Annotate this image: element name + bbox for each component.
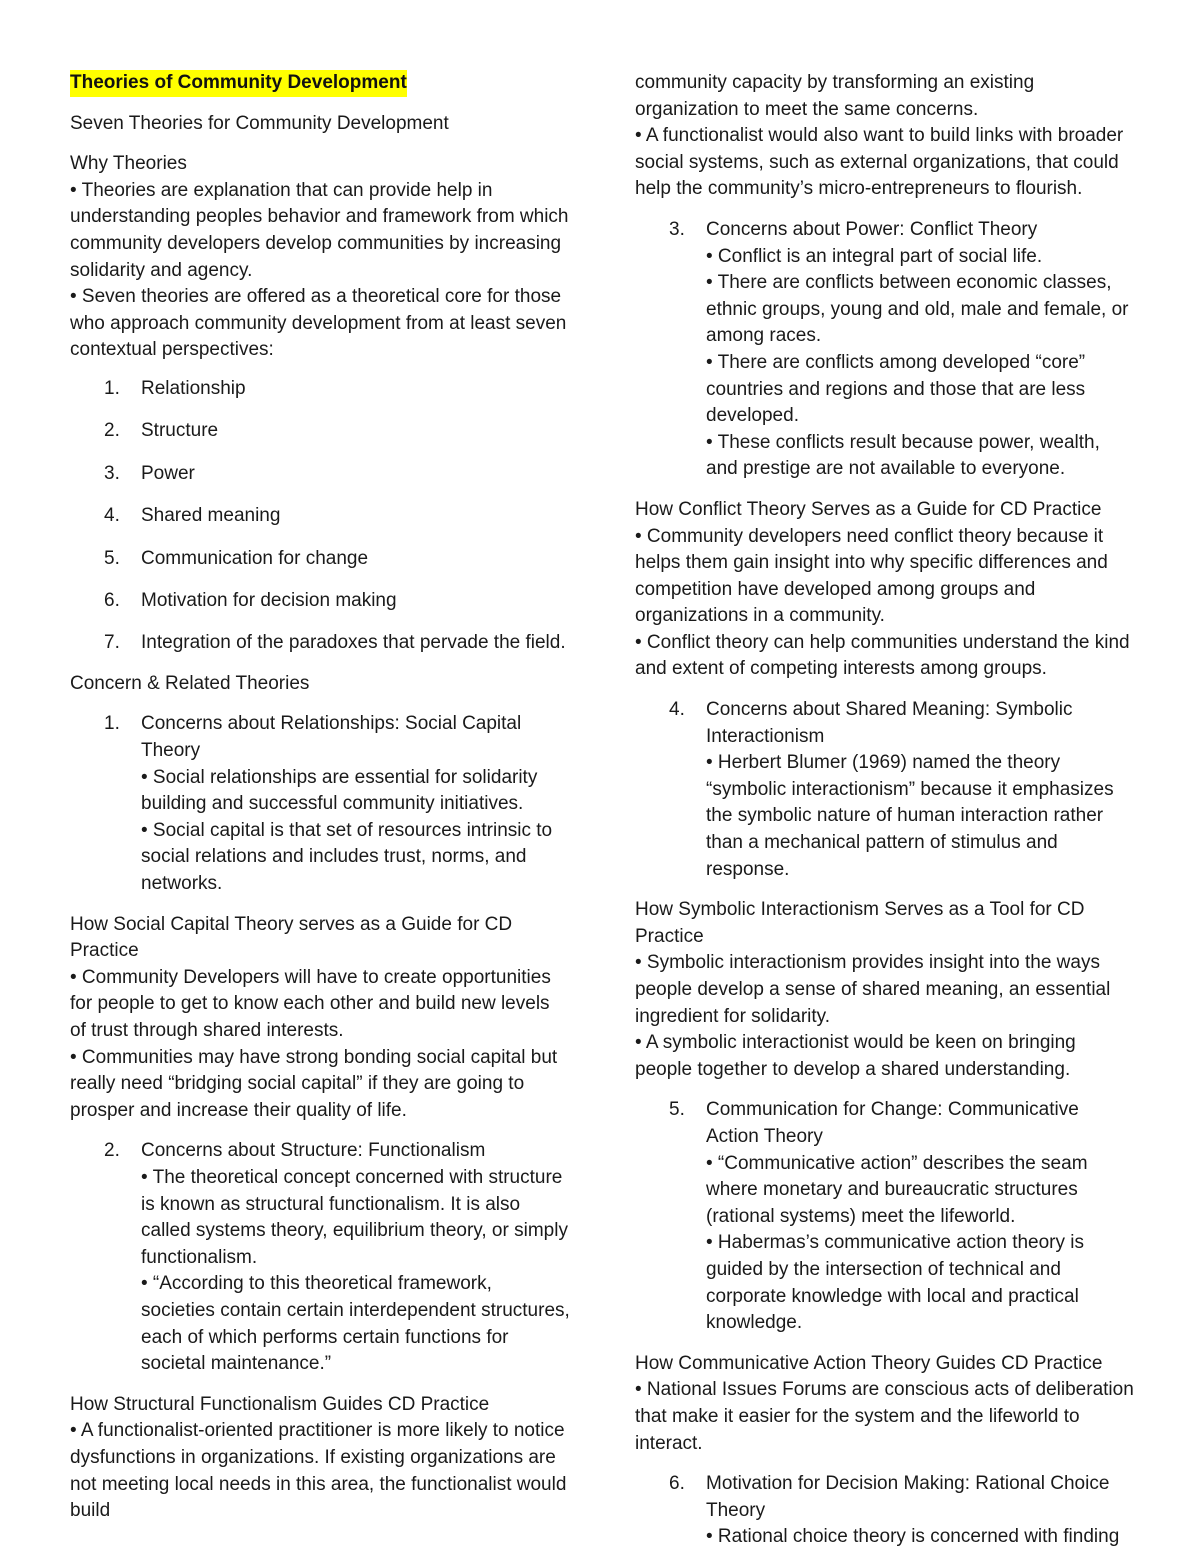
guide-heading: How Structural Functionalism Guides CD Practice: [70, 1393, 490, 1415]
list-item-text: Structure: [141, 420, 219, 442]
list-item-text: Relationship: [141, 377, 246, 399]
right-column: [635, 70, 1135, 1551]
why-theories-heading: Why Theories: [70, 153, 187, 175]
theory-bullet: • “According to this theoretical framework, societies contain certain interdependent structures, each of which performs certain functions for societal maintenance.”: [141, 1273, 570, 1375]
list-item: [70, 546, 570, 573]
list-item-text: Shared meaning: [141, 505, 281, 527]
theory-number: 6.: [669, 1473, 685, 1495]
guide-bullet: • Community Developers will have to create opportunities for people to get to know each other and build new levels of trust through shared interests.: [70, 966, 551, 1041]
guide-communicative-action: [635, 1351, 1135, 1457]
continuation-text: community capacity by transforming an existing organization to meet the same concerns.: [635, 72, 1035, 120]
list-item-text: Motivation for decision making: [141, 589, 397, 611]
list-item: [70, 588, 570, 615]
theory-bullet: • Herbert Blumer (1969) named the theory “symbolic interactionism” because it emphasizes the symbolic nature of human interaction rather than a mechanical pattern of stimulus and response.: [706, 752, 1114, 880]
theory-functionalism: [70, 1138, 570, 1377]
list-item: [70, 461, 570, 488]
theory-bullet: • Rational choice theory is concerned with finding: [706, 1526, 1120, 1548]
concern-heading: Concern & Related Theories: [70, 672, 310, 694]
list-item: [70, 630, 570, 657]
theory-bullet: • There are conflicts between economic classes, ethnic groups, young and old, male and female, or among races.: [706, 272, 1129, 347]
guide-heading: How Communicative Action Theory Guides CD Practice: [635, 1352, 1103, 1374]
guide-bullet: • Community developers need conflict theory because it helps them gain insight into why specific differences and competition have developed among groups and organizations in a community.: [635, 525, 1108, 627]
list-number: 1.: [104, 377, 120, 399]
list-item-text: Integration of the paradoxes that pervade the field.: [141, 632, 566, 654]
theory-number: 1.: [104, 713, 120, 735]
guide-heading: How Conflict Theory Serves as a Guide for CD Practice: [635, 498, 1102, 520]
guide-functionalism: [70, 1392, 570, 1525]
theory-heading: Concerns about Power: Conflict Theory: [706, 218, 1038, 240]
theory-bullet: • Conflict is an integral part of social life.: [706, 245, 1043, 267]
theory-number: 4.: [669, 699, 685, 721]
list-number: 2.: [104, 420, 120, 442]
list-number: 5.: [104, 547, 120, 569]
theory-heading: Concerns about Relationships: Social Capital Theory: [141, 713, 522, 762]
theory-heading: Communication for Change: Communicative Action Theory: [706, 1099, 1079, 1147]
left-column: [70, 70, 570, 1525]
document-title: Theories of Community Development: [70, 70, 407, 97]
theory-bullet: • Habermas’s communicative action theory is guided by the intersection of technical and corporate knowledge with local and practical knowledge.: [706, 1232, 1085, 1334]
guide-bullet: • A functionalist-oriented practitioner is more likely to notice dysfunctions in organizations. If existing organizations are not meeting local needs in this area, the functionalist would build: [70, 1420, 567, 1522]
list-item: [70, 376, 570, 403]
guide-bullet: • Symbolic interactionism provides insight into the ways people develop a sense of shared meaning, an essential ingredient for solidarity.: [635, 952, 1111, 1027]
guide-heading: How Symbolic Interactionism Serves as a Tool for CD Practice: [635, 899, 1085, 947]
theory-bullet: • These conflicts result because power, wealth, and prestige are not available to everyone.: [706, 431, 1100, 480]
theory-heading: Motivation for Decision Making: Rational Choice Theory: [706, 1473, 1110, 1521]
guide-conflict: [635, 497, 1135, 683]
list-number: 6.: [104, 589, 120, 611]
theory-bullet: • Social capital is that set of resources intrinsic to social relations and includes trust, norms, and networks.: [141, 819, 553, 895]
list-item-text: Communication for change: [141, 547, 369, 569]
list-number: 3.: [104, 462, 120, 484]
theory-rational-choice: [635, 1471, 1135, 1551]
list-item: [70, 418, 570, 445]
why-theories-section: [70, 151, 570, 364]
theory-symbolic-interactionism: [635, 697, 1135, 883]
why-bullet: • Theories are explanation that can provide help in understanding peoples behavior and framework from which community developers develop communities by increasing solidarity and agency.: [70, 179, 569, 281]
list-number: 4.: [104, 505, 120, 527]
theory-conflict: [635, 217, 1135, 483]
continuation-bullet: • A functionalist would also want to build links with broader social systems, such as external organizations, that could help the community’s micro-entrepreneurs to flourish.: [635, 125, 1124, 200]
functionalism-continuation: [635, 70, 1135, 203]
theory-heading: Concerns about Shared Meaning: Symbolic Interactionism: [706, 699, 1073, 747]
theory-communicative-action: [635, 1097, 1135, 1336]
guide-bullet: • A symbolic interactionist would be keen on bringing people together to develop a shared understanding.: [635, 1032, 1076, 1080]
theory-number: 5.: [669, 1099, 685, 1121]
theory-bullet: • There are conflicts among developed “core” countries and regions and those that are less developed.: [706, 351, 1086, 427]
guide-symbolic-interactionism: [635, 897, 1135, 1083]
list-number: 7.: [104, 632, 120, 654]
theory-bullet: • “Communicative action” describes the seam where monetary and bureaucratic structures (rational systems) meet the lifeworld.: [706, 1152, 1088, 1227]
perspectives-list: [70, 376, 570, 657]
guide-social-capital: [70, 912, 570, 1125]
theory-social-capital: [70, 711, 570, 897]
guide-heading: How Social Capital Theory serves as a Guide for CD Practice: [70, 913, 513, 962]
document-subtitle: Seven Theories for Community Development: [70, 112, 449, 134]
guide-bullet: • Conflict theory can help communities understand the kind and extent of competing interests among groups.: [635, 631, 1130, 680]
theory-heading: Concerns about Structure: Functionalism: [141, 1140, 486, 1162]
list-item: [70, 503, 570, 530]
guide-bullet: • National Issues Forums are conscious acts of deliberation that make it easier for the system and the lifeworld to interact.: [635, 1379, 1134, 1454]
theory-number: 3.: [669, 218, 685, 240]
theory-bullet: • The theoretical concept concerned with structure is known as structural functionalism. It is also called systems theory, equilibrium theory, or simply functionalism.: [141, 1166, 568, 1268]
list-item-text: Power: [141, 462, 195, 484]
guide-bullet: • Communities may have strong bonding social capital but really need “bridging social capital” if they are going to prosper and increase their quality of life.: [70, 1046, 558, 1121]
theory-number: 2.: [104, 1140, 120, 1162]
why-bullet: • Seven theories are offered as a theoretical core for those who approach community development from at least seven contextual perspectives:: [70, 286, 567, 361]
theory-bullet: • Social relationships are essential for solidarity building and successful community initiatives.: [141, 766, 538, 815]
